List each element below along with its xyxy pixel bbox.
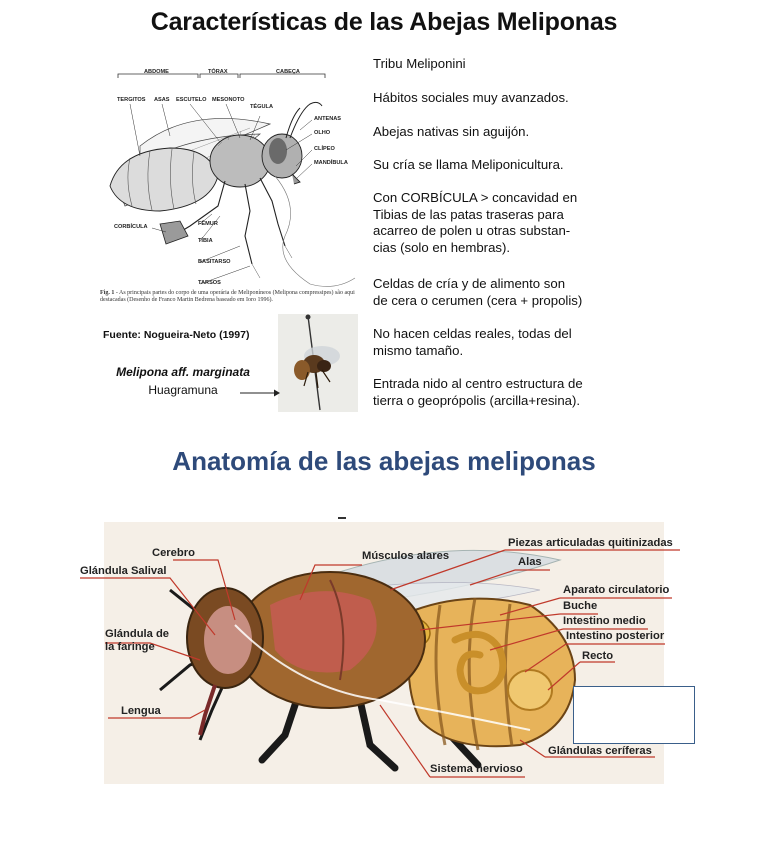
label-intestino-medio: Intestino medio <box>563 615 646 627</box>
label-femur: FÊMUR <box>198 221 218 227</box>
species-name: Melipona aff. marginata <box>116 365 250 379</box>
label-glandulas-ceriferas: Glándulas ceríferas <box>548 745 652 757</box>
empty-label-box <box>573 686 695 744</box>
fact-item: Tribu Meliponini <box>373 56 466 71</box>
fact-item: No hacen celdas reales, todas del mismo tamaño. <box>373 326 572 358</box>
label-tarsos: TARSOS <box>198 280 221 286</box>
label-abdome: ABDOME <box>144 69 169 75</box>
label-aparato: Aparato circulatorio <box>563 584 670 596</box>
label-escutelo: ESCUTELO <box>176 97 207 103</box>
label-buche: Buche <box>563 600 598 612</box>
label-corbicula: CORBÍCULA <box>114 224 148 230</box>
label-asas: ASAS <box>154 97 170 103</box>
label-intestino-posterior: Intestino posterior <box>566 630 665 642</box>
label-cabeca: CABEÇA <box>276 69 300 75</box>
fact-item: Su cría se llama Meliponicultura. <box>373 157 564 172</box>
label-recto: Recto <box>582 650 614 662</box>
page-title: Características de las Abejas Meliponas <box>150 8 618 36</box>
label-musculos-alares: Músculos alares <box>362 550 450 562</box>
fact-item: Hábitos sociales muy avanzados. <box>373 90 569 105</box>
label-tergitos: TERGITOS <box>117 97 146 103</box>
label-mesonoto: MESONOTO <box>212 97 245 103</box>
fact-item: Entrada nido al centro estructura de tierra o geoprópolis (arcilla+resina). <box>373 376 583 408</box>
fact-item: Abejas nativas sin aguijón. <box>373 124 530 139</box>
label-torax: TÓRAX <box>208 69 228 75</box>
label-mandibula: MANDÍBULA <box>314 160 348 166</box>
label-sistema-nervioso: Sistema nervioso <box>430 763 523 775</box>
fact-item: Celdas de cría y de alimento son de cera o cerumen (cera + propolis) <box>373 276 583 308</box>
source-text: Fuente: Nogueira-Neto (1997) <box>103 329 250 341</box>
label-olho: OLHO <box>314 130 331 136</box>
label-glandula-faringe-2: la faringe <box>105 641 155 653</box>
fact-item: Con CORBÍCULA > concavidad en Tibias de las patas traseras para acarreo de polen u otras substan- cias (solo en hembras). <box>373 190 578 255</box>
label-glandula-faringe-1: Glándula de <box>105 628 170 640</box>
label-clipeo: CLÍPEO <box>314 146 335 152</box>
figure-caption-number: Fig. 1 <box>100 290 115 296</box>
label-piezas: Piezas articuladas quitinizadas <box>508 537 673 549</box>
label-tibia: TÍBIA <box>198 238 213 244</box>
label-antenas: ANTENAS <box>314 116 342 122</box>
label-cerebro: Cerebro <box>152 547 195 559</box>
label-basitarso: BASITARSO <box>198 259 231 265</box>
figure-caption-text: - As principais partes do corpo de uma operária de Meliponíneos (Melipona compressipes) são aqui destacadas (Desenho de Franco Martin Bedrena baseado em Ioro 1996). <box>100 290 355 303</box>
label-alas: Alas <box>518 556 542 568</box>
label-lengua: Lengua <box>121 705 161 717</box>
label-tegula: TÉGULA <box>250 104 273 110</box>
section-title: Anatomía de las abejas meliponas <box>172 446 596 476</box>
label-glandula-salival: Glándula Salival <box>80 565 167 577</box>
location-name: Huagramuna <box>148 383 218 397</box>
